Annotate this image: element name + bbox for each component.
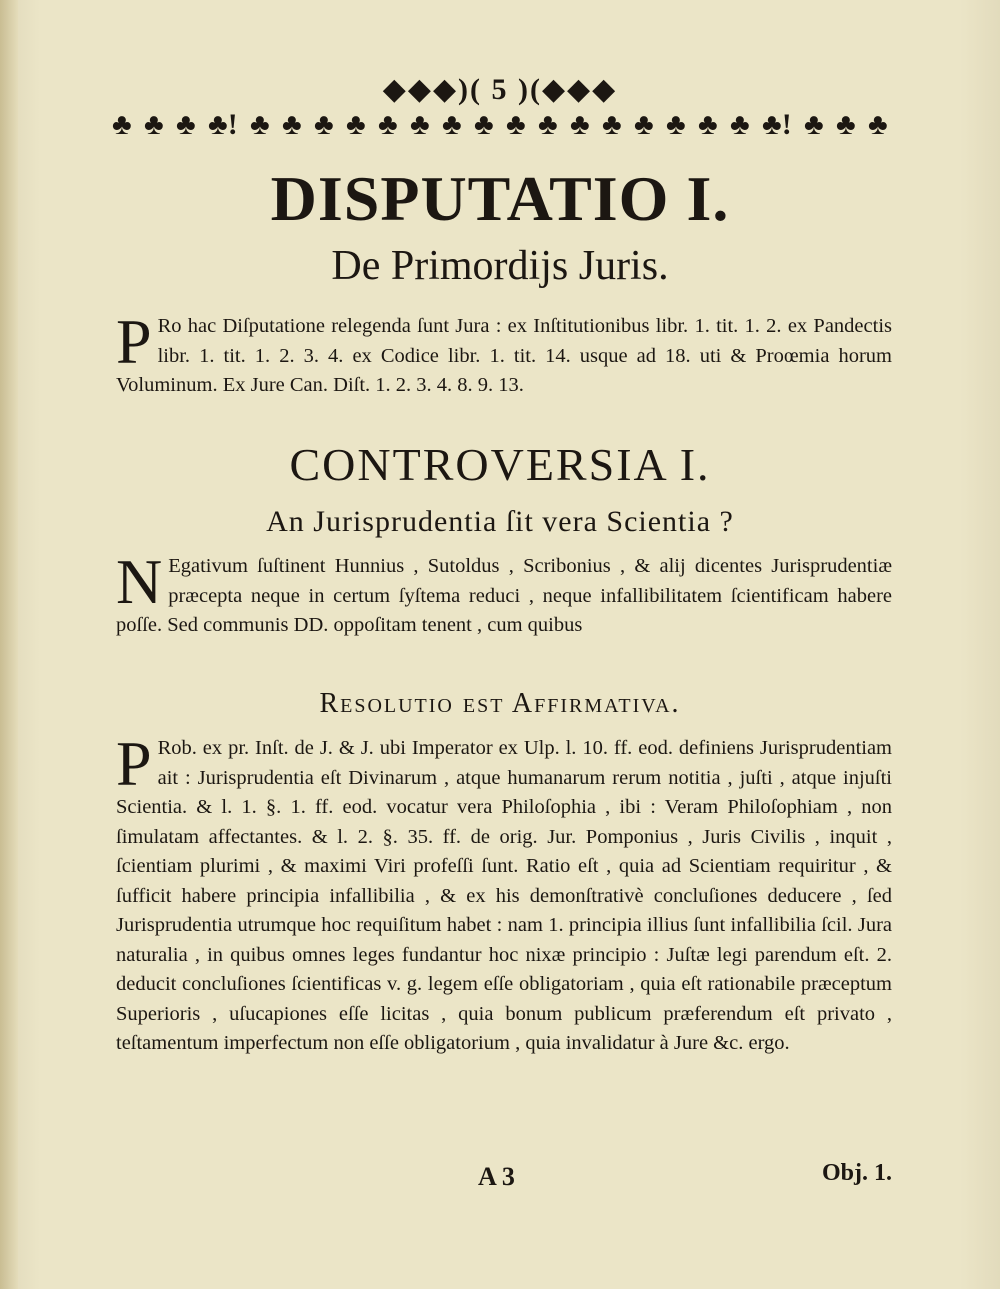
fleuron-icon: ♣ [378,108,398,141]
catchword: Obj. 1. [822,1160,893,1186]
fleuron-icon: ♣ [730,108,750,141]
running-head: ◆◆◆)( 5 )(◆◆◆ [382,73,618,106]
resolutio-paragraph [116,728,892,1059]
ornament-border [112,108,888,142]
fleuron-icon: ♣ [346,108,366,141]
dropcap-n: N [116,546,163,617]
fleuron-icon: ♣ [804,108,824,141]
fleuron-icon: ♣ [250,108,270,141]
fleuron-icon: ♣ [176,108,196,141]
controversia-paragraph [116,546,892,641]
dropcap-p2: P [116,728,152,799]
fleuron-icon: ♣ [634,108,654,141]
fleuron-icon: ♣ [602,108,622,141]
page-subtitle: De Primordijs Juris. [331,243,669,289]
page-title: DISPUTATIO I. [270,163,730,234]
fleuron-icon: ♣! [208,108,238,141]
dropcap-p: P [116,306,152,377]
fleuron-icon: ♣ [506,108,526,141]
fleuron-icon: ♣ [698,108,718,141]
fleuron-icon: ♣ [666,108,686,141]
fleuron-icon: ♣ [144,108,164,141]
resolutio-heading: Resolutio est Affirmativa. [319,688,681,719]
fleuron-icon: ♣ [410,108,430,141]
controversia-text: Egativum ſuſtinent Hunnius , Sutoldus , Scribonius , & alij dicentes Jurisprudentiæ præcepta neque in certum ſyſtema reduci , neque infallibilitatem ſcientificam habere poſſe. Sed communis DD. oppoſitam tenent , cum quibus [116,555,892,636]
fleuron-icon: ♣ [836,108,856,141]
intro-text: Ro hac Diſputatione relegenda ſunt Jura : ex Inſtitutionibus libr. 1. tit. 1. 2. ex Pandectis libr. 1. tit. 1. 2. 3. 4. ex Codice libr. 1. tit. 14. usque ad 18. uti & Proœmia horum Voluminum. Ex Jure Can. Diſt. 1. 2. 3. 4. 8. 9. 13. [116,315,892,396]
fleuron-icon: ♣ [314,108,334,141]
intro-paragraph [116,306,892,401]
resolutio-text: Rob. ex pr. Inſt. de J. & J. ubi Imperator ex Ulp. l. 10. ff. eod. definiens Jurisprudentiam ait : Jurisprudentia eſt Divinarum , atque humanarum rerum notitia , juſti , atque injuſti Scientia. & l. 1. §. 1. ff. eod. vocatur vera Philoſophia , ibi : Veram Philoſophiam , non ſimulatam affectantes. & l. 2. §. 35. ff. de orig. Jur. Pomponius , Juris Civilis , inquit , ſcientiam plurimi , & maximi Viri profeſſi ſunt. Ratio eſt , quia ad Scientiam requiritur , & ſufficit habere principia infallibilia , & ex his demonſtrativè concluſiones deducere , ſed Jurisprudentia utrumque hoc requiſitum habet : nam 1. principia illius ſunt infallibilia ſcil. Jura naturalia , in quibus omnes leges fundantur hoc nixæ principio : Juſtæ legi parendum eſt. 2. deducit concluſiones ſcientificas v. g. legem eſſe obligatoriam , quia eſt rationabile præceptum Superioris , uſucapiones eſſe licitas , quia bonum publicum præferendum eſt privato , teſtamentum imperfectum non eſſe obligatorium , quia invalidatur à Jure &c. ergo. [116,737,892,1054]
fleuron-icon: ♣ [282,108,302,141]
signature-mark: A 3 [478,1162,515,1191]
fleuron-icon: ♣ [570,108,590,141]
controversia-heading: CONTROVERSIA I. [289,439,711,490]
fleuron-icon: ♣ [442,108,462,141]
controversia-question: An Jurisprudentia ſit vera Scientia ? [266,505,734,538]
fleuron-icon: ♣! [762,108,792,141]
fleuron-icon: ♣ [474,108,494,141]
fleuron-icon: ♣ [538,108,558,141]
fleuron-icon: ♣ [868,108,888,141]
fleuron-icon: ♣ [112,108,132,141]
